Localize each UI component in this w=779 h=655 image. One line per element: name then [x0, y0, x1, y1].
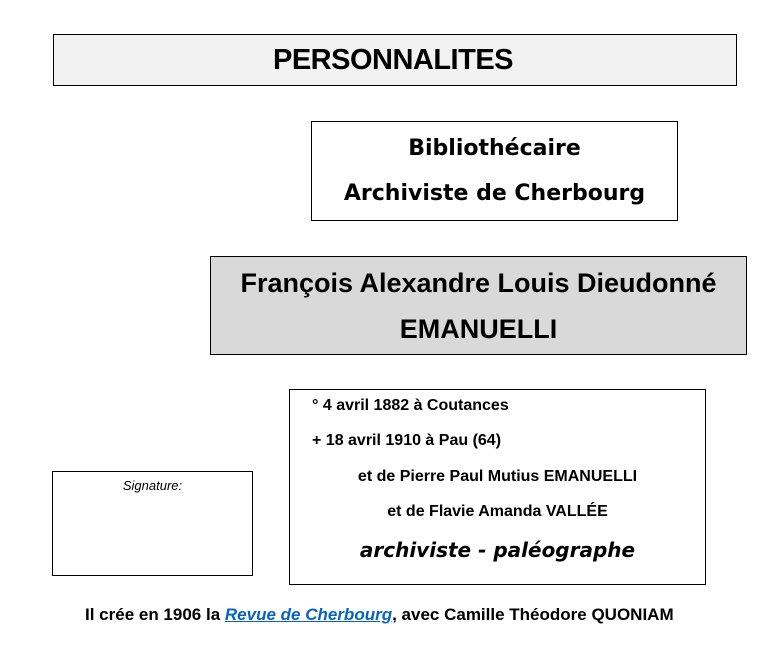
- father-name: et de Pierre Paul Mutius EMANUELLI: [357, 468, 638, 485]
- role-box: [311, 121, 678, 221]
- birth-date: ° 4 avril 1882 à Coutances: [312, 397, 509, 414]
- revue-de-cherbourg-link[interactable]: Revue de Cherbourg: [224, 605, 393, 624]
- person-given-names: François Alexandre Louis Dieudonné: [240, 267, 717, 298]
- signature-box: [52, 471, 253, 576]
- footer-note: [85, 605, 674, 625]
- footer-prefix: Il crée en 1906 la: [85, 605, 225, 624]
- person-name-box: [210, 256, 747, 355]
- header-box: [53, 34, 737, 86]
- page-title: PERSONNALITES: [272, 43, 514, 76]
- mother-name: et de Flavie Amanda VALLÉE: [387, 503, 608, 520]
- footer-suffix: , avec Camille Théodore QUONIAM: [392, 605, 674, 624]
- biography-details-box: [289, 389, 706, 585]
- role-title-line-2: Archiviste de Cherbourg: [343, 181, 646, 206]
- signature-label: Signature:: [122, 478, 183, 493]
- profession: archiviste - paléographe: [359, 538, 636, 562]
- person-surname: EMANUELLI: [399, 313, 558, 344]
- death-date: + 18 avril 1910 à Pau (64): [312, 432, 502, 449]
- role-title-line-1: Bibliothécaire: [408, 136, 581, 161]
